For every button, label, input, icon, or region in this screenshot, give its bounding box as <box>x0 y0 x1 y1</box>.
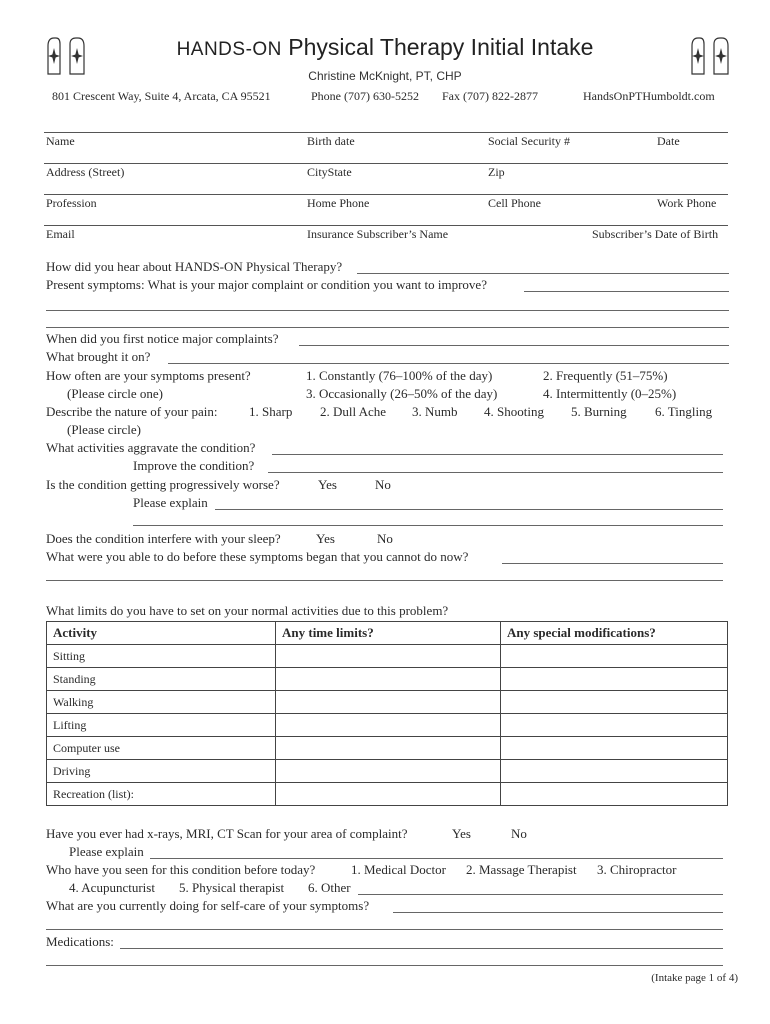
table-row <box>47 760 728 783</box>
modification-cell[interactable] <box>501 737 728 760</box>
seen-option-6[interactable]: 6. Other <box>308 880 351 895</box>
present-symptoms-input-line[interactable] <box>46 310 729 311</box>
activity-cell: Lifting <box>47 714 276 737</box>
before-input-line[interactable] <box>46 580 723 581</box>
circle-one-note: (Please circle one) <box>67 386 164 401</box>
activity-cell: Driving <box>47 760 276 783</box>
often-option-1[interactable]: 1. Constantly (76–100% of the day) <box>306 368 493 383</box>
time-limit-cell[interactable] <box>276 691 501 714</box>
improve-input[interactable] <box>268 472 723 473</box>
pain-option-4[interactable]: 4. Shooting <box>484 404 544 419</box>
medications-input[interactable] <box>120 948 723 949</box>
time-limit-cell[interactable] <box>276 737 501 760</box>
xrays-yes-option[interactable]: Yes <box>452 826 471 841</box>
medications-input-line[interactable] <box>46 965 723 966</box>
first-notice-label: When did you first notice major complaints? <box>46 331 279 346</box>
modification-cell[interactable] <box>501 714 728 737</box>
self-care-input-line[interactable] <box>46 929 723 930</box>
seen-option-3[interactable]: 3. Chiropractor <box>597 862 677 877</box>
worse-label: Is the condition getting progressively worse? <box>46 477 280 492</box>
present-symptoms-input-line[interactable] <box>46 327 729 328</box>
profession-field[interactable]: Profession <box>46 196 97 210</box>
xrays-label: Have you ever had x-rays, MRI, CT Scan for your area of complaint? <box>46 826 408 841</box>
field-divider <box>44 132 728 133</box>
table-header-activity: Activity <box>47 622 276 645</box>
first-notice-input[interactable] <box>299 345 729 346</box>
time-limit-cell[interactable] <box>276 645 501 668</box>
modification-cell[interactable] <box>501 668 728 691</box>
limits-label: What limits do you have to set on your normal activities due to this problem? <box>46 603 449 618</box>
activity-cell: Recreation (list): <box>47 783 276 806</box>
clinic-phone: Phone (707) 630-5252 <box>311 89 419 103</box>
field-divider <box>44 163 728 164</box>
clinic-fax: Fax (707) 822-2877 <box>442 89 538 103</box>
self-care-label: What are you currently doing for self-care of your symptoms? <box>46 898 370 913</box>
seen-option-1[interactable]: 1. Medical Doctor <box>351 862 446 877</box>
email-field[interactable]: Email <box>46 227 75 241</box>
time-limit-cell[interactable] <box>276 783 501 806</box>
before-input[interactable] <box>502 563 723 564</box>
pain-option-1[interactable]: 1. Sharp <box>249 404 293 419</box>
title-rest: Physical Therapy Initial Intake <box>288 34 594 60</box>
pain-option-2[interactable]: 2. Dull Ache <box>320 404 387 419</box>
modification-cell[interactable] <box>501 691 728 714</box>
modification-cell[interactable] <box>501 760 728 783</box>
present-symptoms-label: Present symptoms: What is your major complaint or condition you want to improve? <box>46 277 487 292</box>
self-care-input[interactable] <box>393 912 723 913</box>
cell-phone-field[interactable]: Cell Phone <box>488 196 541 210</box>
modification-cell[interactable] <box>501 783 728 806</box>
activity-cell: Standing <box>47 668 276 691</box>
worse-explain-label: Please explain <box>133 495 208 510</box>
activity-cell: Computer use <box>47 737 276 760</box>
activity-limits-table <box>46 621 728 806</box>
seen-for-label: Who have you seen for this condition before today? <box>46 862 316 877</box>
work-phone-field[interactable]: Work Phone <box>657 196 717 210</box>
aggravate-label: What activities aggravate the condition? <box>46 440 256 455</box>
city-state-field[interactable]: CityState <box>307 165 352 179</box>
birth-date-field[interactable]: Birth date <box>307 134 355 148</box>
table-row <box>47 668 728 691</box>
brought-on-input[interactable] <box>168 363 729 364</box>
name-field[interactable]: Name <box>46 134 75 148</box>
field-divider <box>44 225 728 226</box>
hear-about-label: How did you hear about HANDS-ON Physical Therapy? <box>46 259 343 274</box>
xrays-no-option[interactable]: No <box>511 826 527 841</box>
pain-option-3[interactable]: 3. Numb <box>412 404 458 419</box>
page-title <box>0 34 770 61</box>
table-header-row <box>47 622 728 645</box>
table-row <box>47 691 728 714</box>
time-limit-cell[interactable] <box>276 668 501 691</box>
aggravate-input[interactable] <box>272 454 723 455</box>
insurance-subscriber-field[interactable]: Insurance Subscriber’s Name <box>307 227 449 241</box>
worse-explain-input-line[interactable] <box>133 525 723 526</box>
time-limit-cell[interactable] <box>276 714 501 737</box>
subscriber-dob-field[interactable]: Subscriber’s Date of Birth <box>592 227 719 241</box>
medications-label: Medications: <box>46 934 114 949</box>
worse-explain-input[interactable] <box>215 509 723 510</box>
field-divider <box>44 194 728 195</box>
modification-cell[interactable] <box>501 645 728 668</box>
address-field[interactable]: Address (Street) <box>46 165 125 179</box>
seen-other-input[interactable] <box>358 894 723 895</box>
often-option-4[interactable]: 4. Intermittently (0–25%) <box>543 386 677 401</box>
zip-field[interactable]: Zip <box>488 165 505 179</box>
hear-about-input[interactable] <box>357 273 729 274</box>
how-often-label: How often are your symptoms present? <box>46 368 251 383</box>
activity-cell: Sitting <box>47 645 276 668</box>
pain-option-5[interactable]: 5. Burning <box>571 404 627 419</box>
sleep-no-option[interactable]: No <box>377 531 393 546</box>
often-option-2[interactable]: 2. Frequently (51–75%) <box>543 368 668 383</box>
home-phone-field[interactable]: Home Phone <box>307 196 370 210</box>
xrays-explain-input[interactable] <box>150 858 723 859</box>
often-option-3[interactable]: 3. Occasionally (26–50% of the day) <box>306 386 498 401</box>
clinic-website: HandsOnPTHumboldt.com <box>583 89 715 103</box>
table-row <box>47 645 728 668</box>
worse-no-option[interactable]: No <box>375 477 391 492</box>
table-row <box>47 737 728 760</box>
date-field[interactable]: Date <box>657 134 680 148</box>
sleep-label: Does the condition interfere with your sleep? <box>46 531 281 546</box>
activity-cell: Walking <box>47 691 276 714</box>
table-row <box>47 783 728 806</box>
brought-on-label: What brought it on? <box>46 349 151 364</box>
time-limit-cell[interactable] <box>276 760 501 783</box>
title-brand: HANDS-ON <box>176 39 282 60</box>
table-header-modifications: Any special modifications? <box>501 622 728 645</box>
present-symptoms-input[interactable] <box>524 291 729 292</box>
table-header-time-limits: Any time limits? <box>276 622 501 645</box>
pain-option-6[interactable]: 6. Tingling <box>655 404 713 419</box>
pain-nature-label: Describe the nature of your pain: <box>46 404 218 419</box>
circle-note: (Please circle) <box>67 422 141 437</box>
xrays-explain-label: Please explain <box>69 844 144 859</box>
page-footer: (Intake page 1 of 4) <box>651 972 738 984</box>
ssn-field[interactable]: Social Security # <box>488 134 570 148</box>
before-label: What were you able to do before these symptoms began that you cannot do now? <box>46 549 469 564</box>
improve-label: Improve the condition? <box>133 458 255 473</box>
seen-option-4[interactable]: 4. Acupuncturist <box>69 880 155 895</box>
seen-option-2[interactable]: 2. Massage Therapist <box>466 862 577 877</box>
clinic-address: 801 Crescent Way, Suite 4, Arcata, CA 95521 <box>52 89 271 103</box>
sleep-yes-option[interactable]: Yes <box>316 531 335 546</box>
table-row <box>47 714 728 737</box>
page-subtitle: Christine McKnight, PT, CHP <box>308 69 462 83</box>
worse-yes-option[interactable]: Yes <box>318 477 337 492</box>
seen-option-5[interactable]: 5. Physical therapist <box>179 880 285 895</box>
